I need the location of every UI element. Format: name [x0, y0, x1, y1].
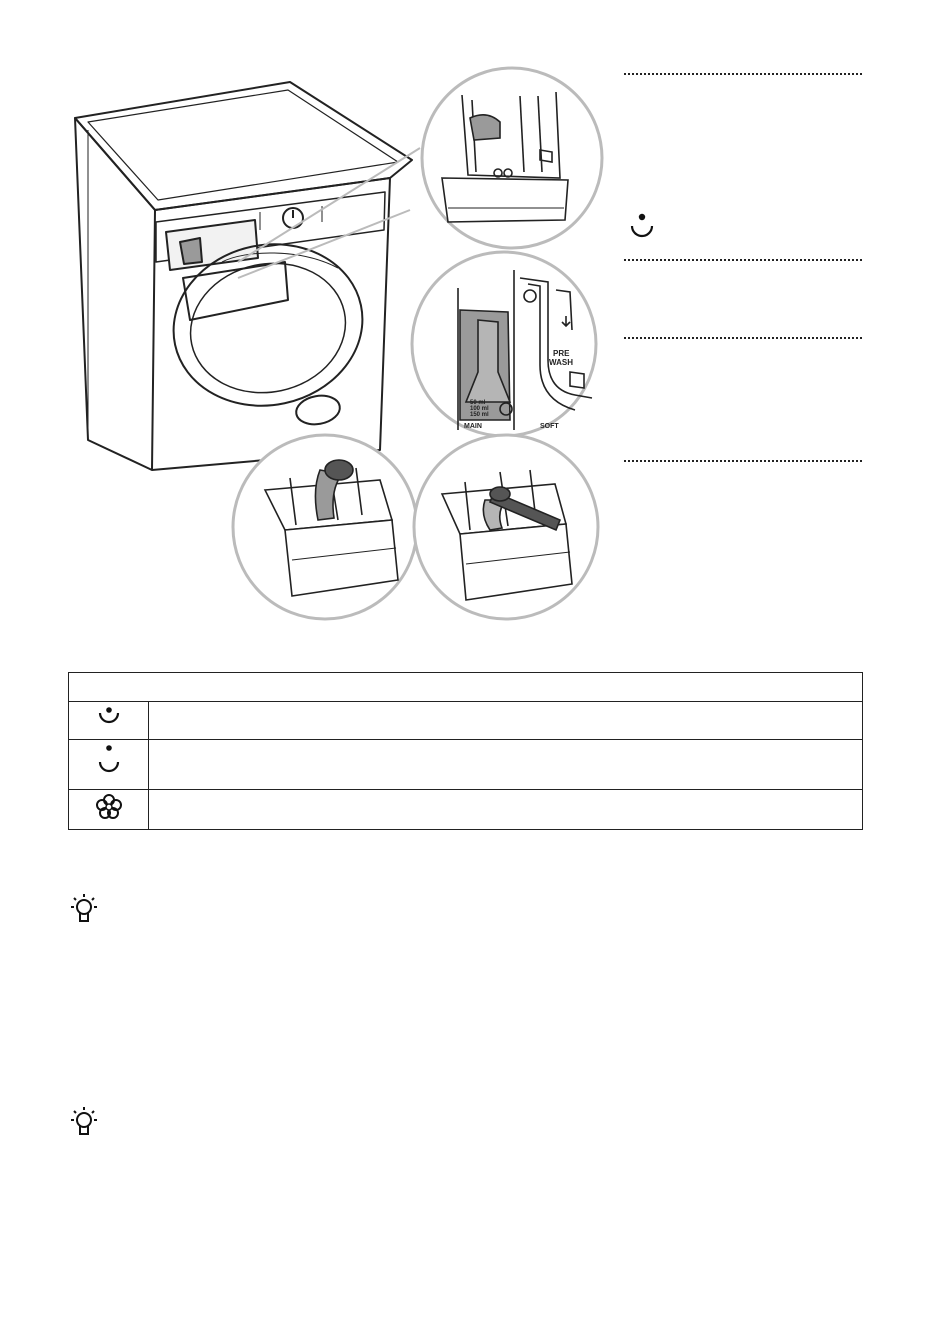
- description-cell: [149, 702, 863, 740]
- text-divider: [624, 337, 862, 339]
- zoom-circle-drawer: [422, 68, 602, 248]
- prewash-side-label: PRE: [553, 349, 570, 358]
- lightbulb-tip-icon: [66, 1106, 102, 1140]
- dispenser-scale-label: 150 ml: [470, 412, 489, 418]
- lightbulb-tip-icon: [66, 893, 102, 927]
- soft-compartment-tag: SOFT: [540, 423, 559, 430]
- description-cell: [149, 790, 863, 830]
- main-compartment-tag: MAIN: [464, 423, 482, 430]
- table-row: [69, 740, 863, 790]
- prewash-side-label: WASH: [549, 358, 573, 367]
- table-row: [69, 702, 863, 740]
- main-wash-compartment-icon: [94, 705, 124, 731]
- table-header-row: [69, 673, 863, 702]
- zoom-circle-flap-up: [233, 435, 417, 619]
- text-divider: [624, 460, 862, 462]
- description-cell: [149, 740, 863, 790]
- compartment-symbol-table: [68, 672, 863, 830]
- table-row: [69, 790, 863, 830]
- softener-compartment-icon: [95, 793, 123, 821]
- washing-machine-detergent-dispenser-illustration: [0, 0, 933, 640]
- symbol-cell: [69, 790, 149, 830]
- text-divider: [624, 259, 862, 261]
- table-header-cell: [69, 673, 863, 702]
- prewash-compartment-icon: [624, 210, 660, 246]
- dispenser-scale-label: 100 ml: [470, 406, 489, 412]
- text-divider: [624, 73, 862, 75]
- symbol-cell: [69, 702, 149, 740]
- dispenser-scale-label: 50 ml: [470, 400, 486, 406]
- prewash-compartment-icon: [94, 743, 124, 781]
- symbol-cell: [69, 740, 149, 790]
- zoom-circle-flap-down: [414, 435, 598, 619]
- zoom-circle-dispenser-scale: [412, 252, 596, 436]
